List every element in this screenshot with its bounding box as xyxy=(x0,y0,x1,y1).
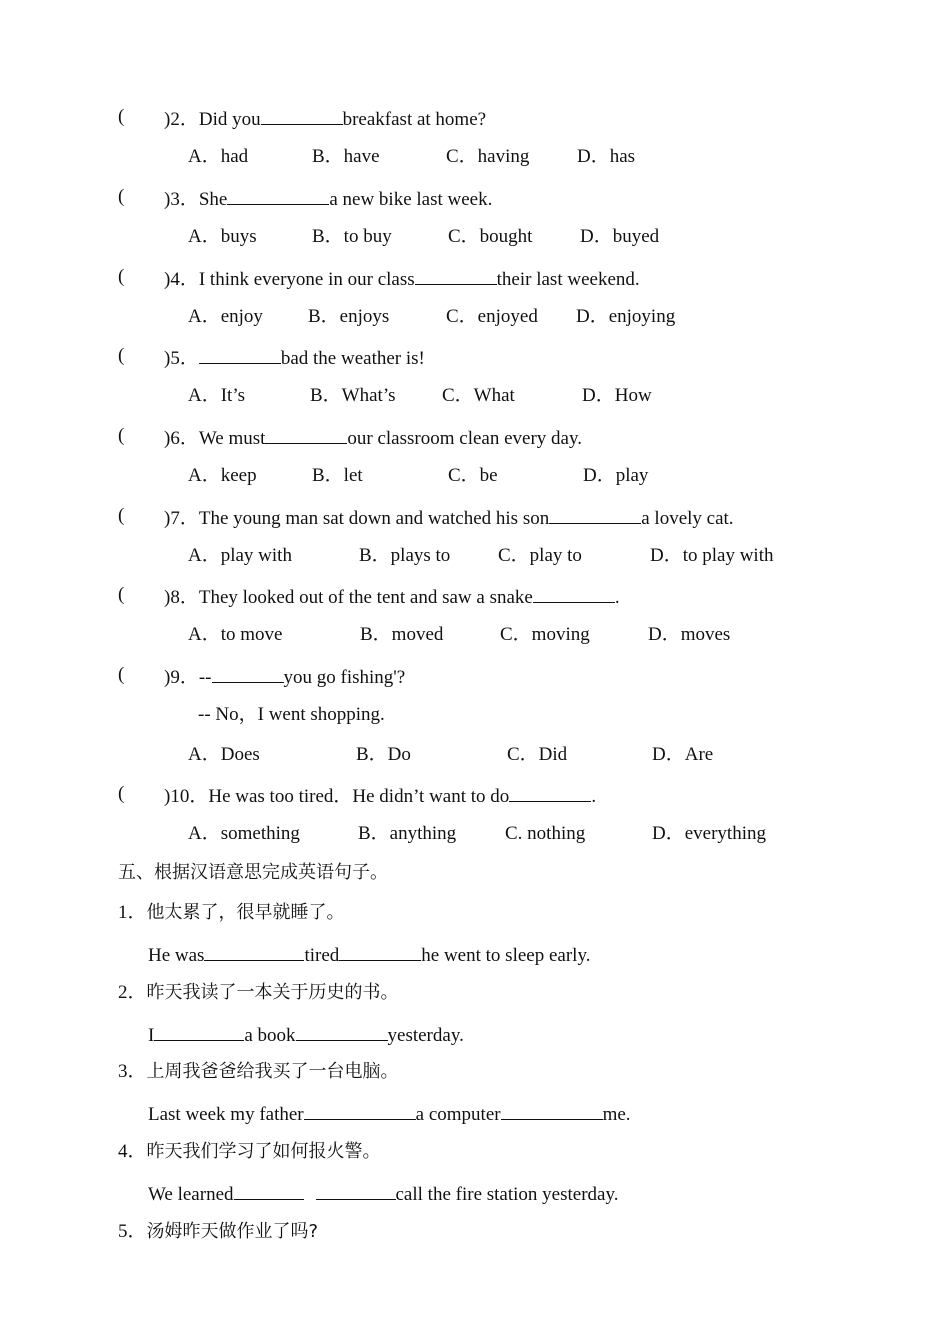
translation-answer-3: Last week my father a computer me. xyxy=(148,1101,631,1126)
answer-blank[interactable] xyxy=(296,1022,388,1041)
option-b[interactable]: B．moved xyxy=(360,624,444,645)
answer-blank[interactable] xyxy=(304,1101,416,1120)
question-stem: )7．The young man sat down and watched his son a lovely cat. xyxy=(164,505,734,530)
option-b[interactable]: B．What’s xyxy=(310,385,396,406)
option-c[interactable]: C．be xyxy=(448,465,498,486)
option-b[interactable]: B．have xyxy=(312,146,380,167)
answer-blank[interactable] xyxy=(501,1101,603,1120)
option-b[interactable]: B．plays to xyxy=(359,545,451,566)
answer-paren: ( xyxy=(118,425,125,446)
option-d[interactable]: D．everything xyxy=(652,823,766,844)
translation-item-5: 5．汤姆昨天做作业了吗? xyxy=(118,1221,319,1242)
option-d[interactable]: D．play xyxy=(583,465,649,486)
option-b[interactable]: B．enjoys xyxy=(308,306,390,327)
option-a[interactable]: A．something xyxy=(188,823,300,844)
question-stem: )6．We must our classroom clean every day. xyxy=(164,425,582,450)
question-stem: )10．He was too tired．He didn’t want to do . xyxy=(164,783,596,808)
translation-item-4: 4．昨天我们学习了如何报火警。 xyxy=(118,1141,381,1162)
option-a[interactable]: A．enjoy xyxy=(188,306,263,327)
option-d[interactable]: D．Are xyxy=(652,744,714,765)
option-c[interactable]: C．enjoyed xyxy=(446,306,538,327)
answer-blank[interactable] xyxy=(154,1022,244,1041)
answer-paren: ( xyxy=(118,783,125,804)
answer-blank[interactable] xyxy=(261,106,343,125)
option-b[interactable]: B．let xyxy=(312,465,363,486)
answer-blank[interactable] xyxy=(509,783,591,802)
option-c[interactable]: C．moving xyxy=(500,624,590,645)
translation-answer-2: I a book yesterday. xyxy=(148,1022,464,1047)
option-a[interactable]: A．buys xyxy=(188,226,257,247)
answer-paren: ( xyxy=(118,584,125,605)
option-a[interactable]: A．play with xyxy=(188,545,292,566)
answer-blank[interactable] xyxy=(415,266,497,285)
option-b[interactable]: B．anything xyxy=(358,823,457,844)
option-d[interactable]: D．to play with xyxy=(650,545,774,566)
answer-blank[interactable] xyxy=(199,345,281,364)
option-a[interactable]: A．Does xyxy=(188,744,260,765)
translation-answer-1: He was tired he went to sleep early. xyxy=(148,942,590,967)
option-c[interactable]: C．having xyxy=(446,146,530,167)
question-stem: )9．-- you go fishing'? xyxy=(164,664,405,689)
option-a[interactable]: A．keep xyxy=(188,465,257,486)
translation-item-2: 2．昨天我读了一本关于历史的书。 xyxy=(118,982,399,1003)
question-stem: )8．They looked out of the tent and saw a snake . xyxy=(164,584,620,609)
option-c[interactable]: C．play to xyxy=(498,545,582,566)
answer-blank[interactable] xyxy=(316,1181,396,1200)
option-b[interactable]: B．to buy xyxy=(312,226,392,247)
option-d[interactable]: D．has xyxy=(577,146,636,167)
section-title: 五、根据汉语意思完成英语句子。 xyxy=(118,862,388,883)
answer-blank[interactable] xyxy=(234,1181,304,1200)
translation-answer-4: We learned call the fire station yesterday. xyxy=(148,1181,618,1206)
answer-paren: ( xyxy=(118,106,125,127)
answer-paren: ( xyxy=(118,505,125,526)
option-c[interactable]: C．bought xyxy=(448,226,533,247)
answer-paren: ( xyxy=(118,664,125,685)
question-stem: )4．I think everyone in our class their last weekend. xyxy=(164,266,640,291)
answer-blank[interactable] xyxy=(204,942,304,961)
answer-blank[interactable] xyxy=(212,664,284,683)
answer-blank[interactable] xyxy=(265,425,347,444)
answer-blank[interactable] xyxy=(549,505,641,524)
option-d[interactable]: D．How xyxy=(582,385,652,406)
option-c[interactable]: C．Did xyxy=(507,744,568,765)
question-stem: )5． bad the weather is! xyxy=(164,345,425,370)
question-stem: )3．She a new bike last week. xyxy=(164,186,492,211)
option-c[interactable]: C. nothing xyxy=(505,823,586,844)
option-a[interactable]: A．to move xyxy=(188,624,283,645)
answer-blank[interactable] xyxy=(533,584,615,603)
answer-paren: ( xyxy=(118,186,125,207)
answer-blank[interactable] xyxy=(227,186,329,205)
option-d[interactable]: D．buyed xyxy=(580,226,660,247)
option-a[interactable]: A．It’s xyxy=(188,385,246,406)
answer-blank[interactable] xyxy=(339,942,421,961)
option-d[interactable]: D．enjoying xyxy=(576,306,676,327)
option-d[interactable]: D．moves xyxy=(648,624,731,645)
option-a[interactable]: A．had xyxy=(188,146,249,167)
option-c[interactable]: C．What xyxy=(442,385,515,406)
question-9-reply: -- No，I went shopping. xyxy=(198,704,385,725)
answer-paren: ( xyxy=(118,345,125,366)
translation-item-1: 1．他太累了，很早就睡了。 xyxy=(118,902,345,923)
question-stem: )2．Did you breakfast at home? xyxy=(164,106,486,131)
translation-item-3: 3．上周我爸爸给我买了一台电脑。 xyxy=(118,1061,399,1082)
option-b[interactable]: B．Do xyxy=(356,744,411,765)
answer-paren: ( xyxy=(118,266,125,287)
